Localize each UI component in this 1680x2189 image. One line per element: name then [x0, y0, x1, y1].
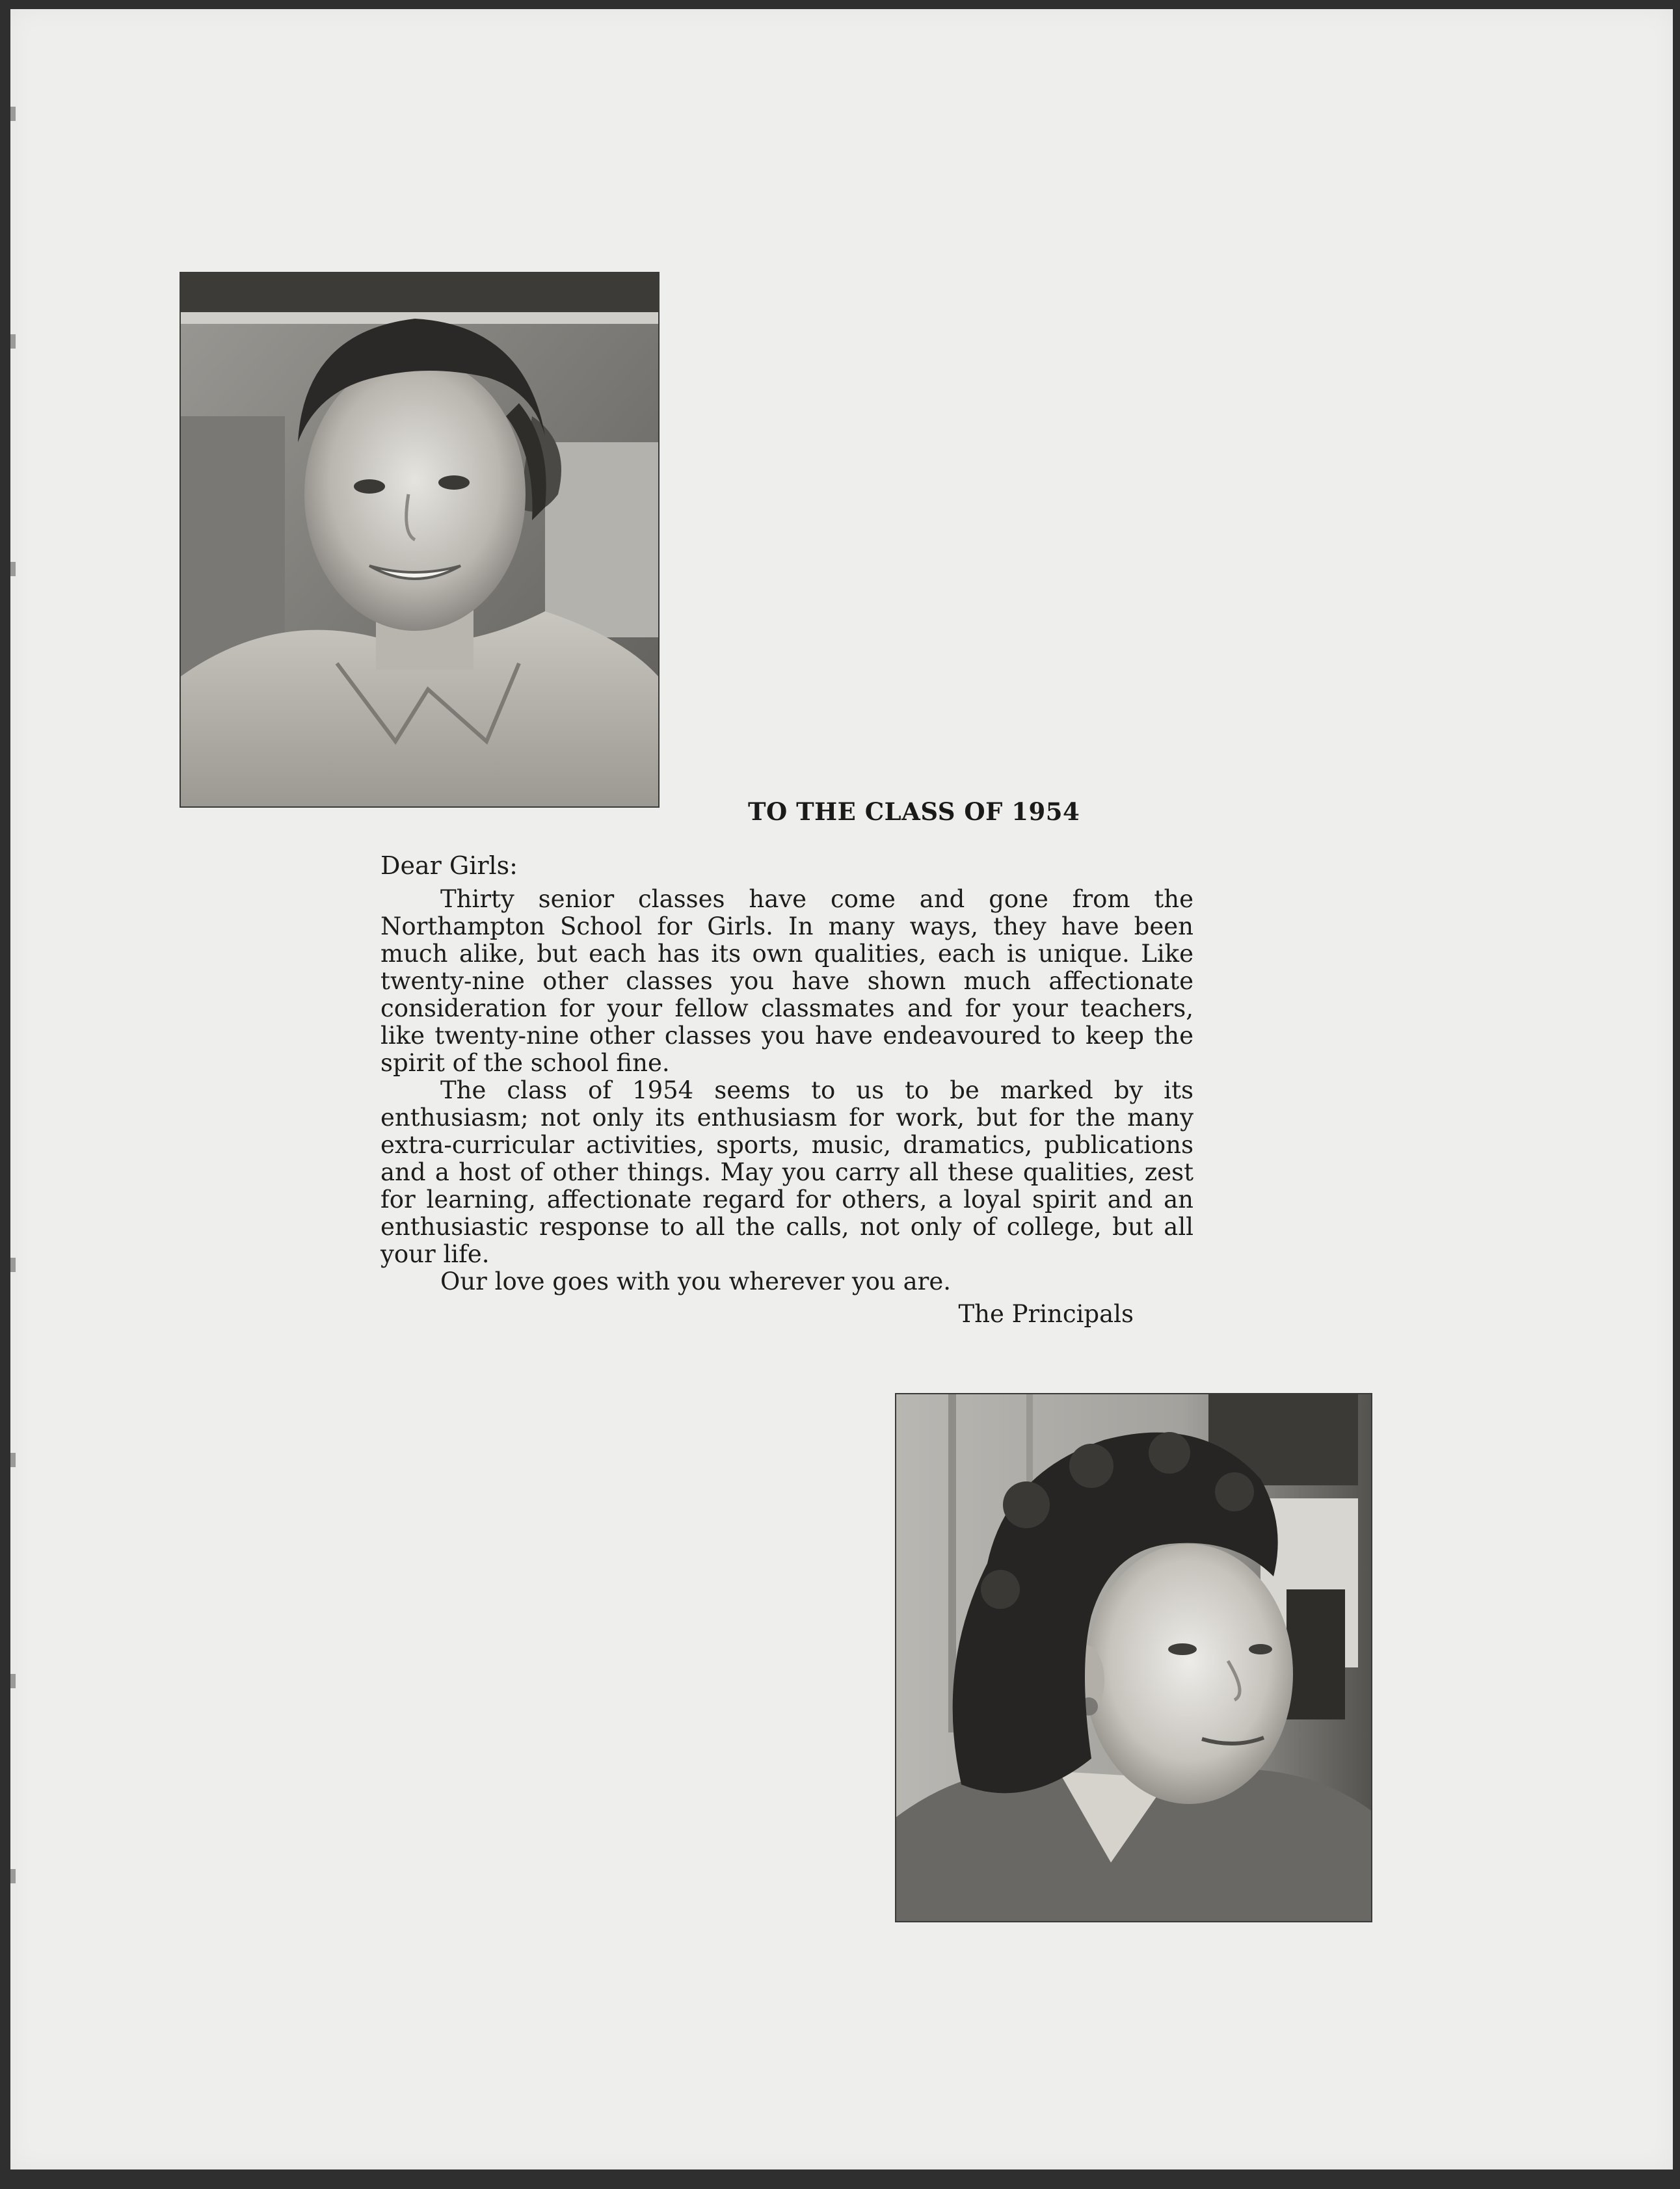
letter-body	[380, 852, 1193, 1328]
binding-mark	[10, 562, 16, 576]
binding-mark	[10, 1258, 16, 1272]
binding-mark	[10, 334, 16, 349]
page-title: TO THE CLASS OF 1954	[748, 797, 1080, 826]
portrait-photo-bottom	[895, 1393, 1372, 1922]
letter-closing: Our love goes with you wherever you are.	[440, 1267, 952, 1295]
letter-salutation: Dear Girls:	[380, 851, 518, 880]
letter-signature: The Principals	[958, 1300, 1134, 1328]
binding-mark	[10, 1453, 16, 1467]
letter-paragraph: Thirty senior classes have come and gone from the Northampton School for Girls. In many ways, they have been much alike, but each has its own qualities, each is unique. Like twenty-nine other classes you have shown much affectionate consideration for your fellow classmates and for your teachers, like twenty-nine other classes you have endeavoured to keep the spirit of the school fine.	[380, 885, 1193, 1077]
binding-mark	[10, 1869, 16, 1883]
yearbook-page	[10, 9, 1673, 2169]
binding-mark	[10, 1674, 16, 1688]
letter-paragraph: The class of 1954 seems to us to be marked by its enthusiasm; not only its enthusiasm for work, but for the many extra-curricular activities, sports, music, dramatics, publications and a host of other things. May you carry all these qualities, zest for learning, affectionate regard for others, a loyal spirit and an enthusiastic response to all the calls, not only of college, but all your life.	[380, 1076, 1193, 1268]
binding-mark	[10, 107, 16, 121]
portrait-photo-top	[180, 272, 660, 808]
